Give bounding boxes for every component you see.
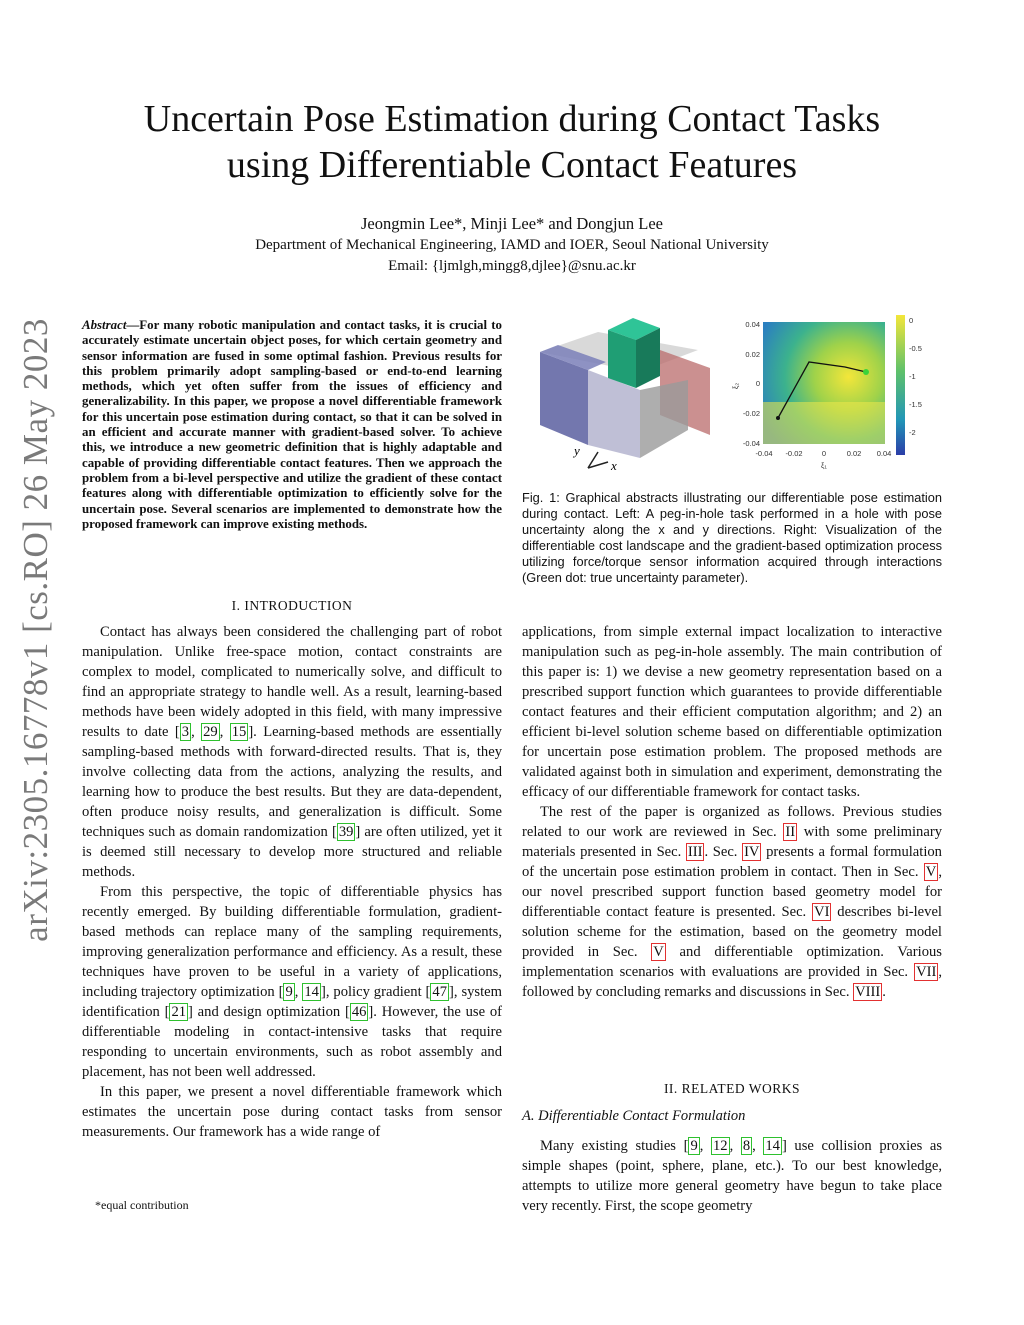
right-column-text: [522, 622, 942, 1002]
paragraph: applications, from simple external impact localization to interactive manipulation such as peg-in-hole assembly. The main contribution of this paper is: 1) we devise a new geometry representation based on a prescribed support function which guarantees to provide differentiable contact features and their efficient computation algorithm; and 2) an efficient bi-level solution scheme based on differentiable optimization for uncertain pose estimation problem. The proposed methods are validated against both in simulation and experiment, demonstrating the efficacy of our differentiable framework for contact tasks.: [522, 624, 942, 800]
peg-in-hole-scene: [540, 318, 710, 473]
y-axis-label: y: [574, 443, 580, 458]
heatmap-low-band: [763, 402, 885, 444]
abstract-text: —For many robotic manipulation and contact tasks, it is crucial to accurately estimate uncertain object poses, for which certain geometry and sensor information are fused in some optimal fashion. Previous results for this problem primarily adopt sampling-based or end-to-end learning methods, which yet often suffer from the issues of efficiency and generalizability. In this paper, we propose a novel differentiable framework for this uncertain pose estimation during contact, so that it can be solved in an efficient and accurate manner with gradient-based solver. To achieve this, we introduce a new geometric definition that is highly adaptable and capable of providing differentiable contact features. Then we approach the problem from a bi-level perspective and utilize the gradient of these contact features along with differentiable optimization to efficiently solve for the uncertain pose. Several scenarios are implemented to demonstrate how the proposed framework can improve existing methods.: [82, 318, 502, 531]
y-tick: -0.04: [742, 439, 760, 448]
abstract: [82, 318, 502, 532]
title-line-2: using Differentiable Contact Features: [226, 144, 798, 186]
x-axis-label: x: [611, 458, 617, 473]
paragraph: In this paper, we present a novel differentiable framework which estimates the uncertain pose during contact tasks from sensor measurements. Our framework has a wide range of: [82, 1084, 502, 1140]
subsection-heading: A. Differentiable Contact Formulation: [522, 1108, 746, 1124]
heatmap-xlabel: ξ₁: [821, 461, 827, 470]
figure-1: [528, 310, 938, 485]
x-tick: 0.02: [846, 449, 862, 458]
inner-block: [640, 380, 688, 458]
x-tick: -0.02: [785, 449, 803, 458]
email: Email: {ljmlgh,mingg8,djlee}@snu.ac.kr: [388, 258, 636, 274]
paragraph: The rest of the paper is organized as follows. Previous studies related to our work are reviewed in Sec. II with some preliminary materials presented in Sec. III . Sec. IV presents a formal formulation of the uncertain pose estimation problem in contact. Then in Sec. V , our novel prescribed support function based geometry model for differentiable contact feature is presented. Sec. VI describes bi-level solution scheme for the estimation, based on the geometry model provided in Sec. V and differentiable optimization. Various implementation scenarios with evaluations are provided in Sec. VII , followed by concluding remarks and discussions in Sec. VIII .: [522, 804, 942, 1000]
y-tick: -0.02: [742, 409, 760, 418]
peg-front: [608, 330, 636, 388]
heatmap-ylabel: ξ₂: [731, 382, 740, 390]
title-line-1: Uncertain Pose Estimation during Contact Tasks: [143, 98, 881, 140]
authors: Jeongmin Lee*, Minji Lee* and Dongjun Lee: [361, 214, 663, 233]
affiliation: Department of Mechanical Engineering, IAMD and IOER, Seoul National University: [255, 237, 769, 253]
citation-link[interactable]: 21: [171, 1004, 187, 1020]
colorbar: [896, 315, 905, 455]
path-start-point: [776, 416, 780, 420]
y-tick: 0.02: [745, 350, 760, 359]
citation-link[interactable]: 9: [285, 984, 293, 1000]
section-heading-introduction: I. INTRODUCTION: [231, 598, 353, 613]
citation-link[interactable]: 47: [432, 984, 448, 1000]
colorbar-tick: -0.5: [909, 344, 922, 353]
citation-link[interactable]: 46: [351, 1004, 367, 1020]
section-heading-related-works: II. RELATED WORKS: [663, 1081, 801, 1096]
citation-link[interactable]: 14: [765, 1138, 780, 1154]
true-parameter-point: [863, 369, 869, 375]
paragraph: From this perspective, the topic of differentiable physics has recently emerged. By building differentiable formulation, gradient-based methods can replace many of the sampling requirements, improving generalization performance and efficiency. As a result, these techniques have proven to be useful in a variety of applications, including trajectory optimization [ 9 , 14 ], policy gradient [ 47 ], system identification [ 21 ] and design optimization [ 46 ]. However, the use of differentiable modeling in contact-intensive tasks that require responding to uncertain environments, such as robot assembly and placement, has not been well addressed.: [82, 884, 502, 1080]
section-link[interactable]: VIII: [855, 984, 881, 1000]
section-link[interactable]: VI: [814, 904, 830, 920]
citation-link[interactable]: 39: [338, 824, 354, 840]
arxiv-identifier: arXiv:2305.16778v1 [cs.RO] 26 May 2023: [15, 318, 55, 942]
citation-link[interactable]: 14: [304, 984, 319, 1000]
colorbar-tick: -2: [909, 428, 916, 437]
section-link[interactable]: III: [687, 844, 703, 860]
citation-link[interactable]: 9: [690, 1138, 698, 1154]
colorbar-tick: -1: [909, 372, 916, 381]
figure-caption: Fig. 1: Graphical abstracts illustrating our differentiable pose estimation during contact. Left: A peg-in-hole task performed in a hole with pose uncertainty along the x and y directions. Right: Visualization of the differentiable cost landscape and the gradient-based optimization process utilizing force/torque sensor information acquired through interactions (Green dot: true uncertainty parameter).: [522, 490, 942, 585]
y-tick: 0.04: [745, 320, 760, 329]
section-link[interactable]: IV: [744, 844, 760, 860]
related-works-text: [522, 1136, 942, 1216]
x-tick: 0: [821, 449, 827, 458]
paragraph: Many existing studies [ 9 , 12 , 8 , 14 ] use collision proxies as simple shapes (point, sphere, plane, etc.). To our best knowledge, attempts to utilize more general geometry have begun to take place very recently. First, the scope geometry: [522, 1138, 943, 1214]
citation-link[interactable]: 15: [231, 724, 247, 740]
colorbar-tick: -1.5: [909, 400, 922, 409]
section-link[interactable]: V: [653, 944, 664, 960]
section-link[interactable]: II: [785, 824, 796, 840]
x-tick: 0.04: [876, 449, 892, 458]
citation-link[interactable]: 29: [203, 724, 218, 740]
section-link[interactable]: VII: [916, 964, 937, 980]
cost-landscape-heatmap: [731, 315, 922, 470]
x-tick: -0.04: [755, 449, 773, 458]
introduction-text: [82, 622, 502, 1142]
citation-link[interactable]: 12: [712, 1138, 728, 1154]
colorbar-tick: 0: [909, 316, 914, 325]
abstract-label: Abstract: [82, 318, 127, 332]
paragraph: Contact has always been considered the challenging part of robot manipulation. Unlike free-space motion, contact constraints are complex to model, complicated to numerically solve, and difficult to find an appropriate strategy to handle well. As a result, learning-based methods have been widely adopted in this field, with many impressive results to date [ 3 , 29 , 15 ]. Learning-based methods are essentially sampling-based methods with forward-directed results. That is, they involve collecting data from the actions, analyzing the results, and learning how to produce the best results. But they are data-dependent, often produce noisy results, and generalization is difficult. Some techniques such as domain randomization [ 39 ] are often utilized, yet it is deemed still necessary to develop more structured and reliable methods.: [82, 624, 502, 880]
y-tick: 0: [755, 379, 760, 388]
citation-link[interactable]: 3: [181, 724, 190, 740]
citation-link[interactable]: 8: [742, 1138, 751, 1154]
footnote: *equal contribution: [95, 1198, 189, 1212]
paper-title: [90, 96, 934, 188]
section-link[interactable]: V: [925, 864, 937, 880]
